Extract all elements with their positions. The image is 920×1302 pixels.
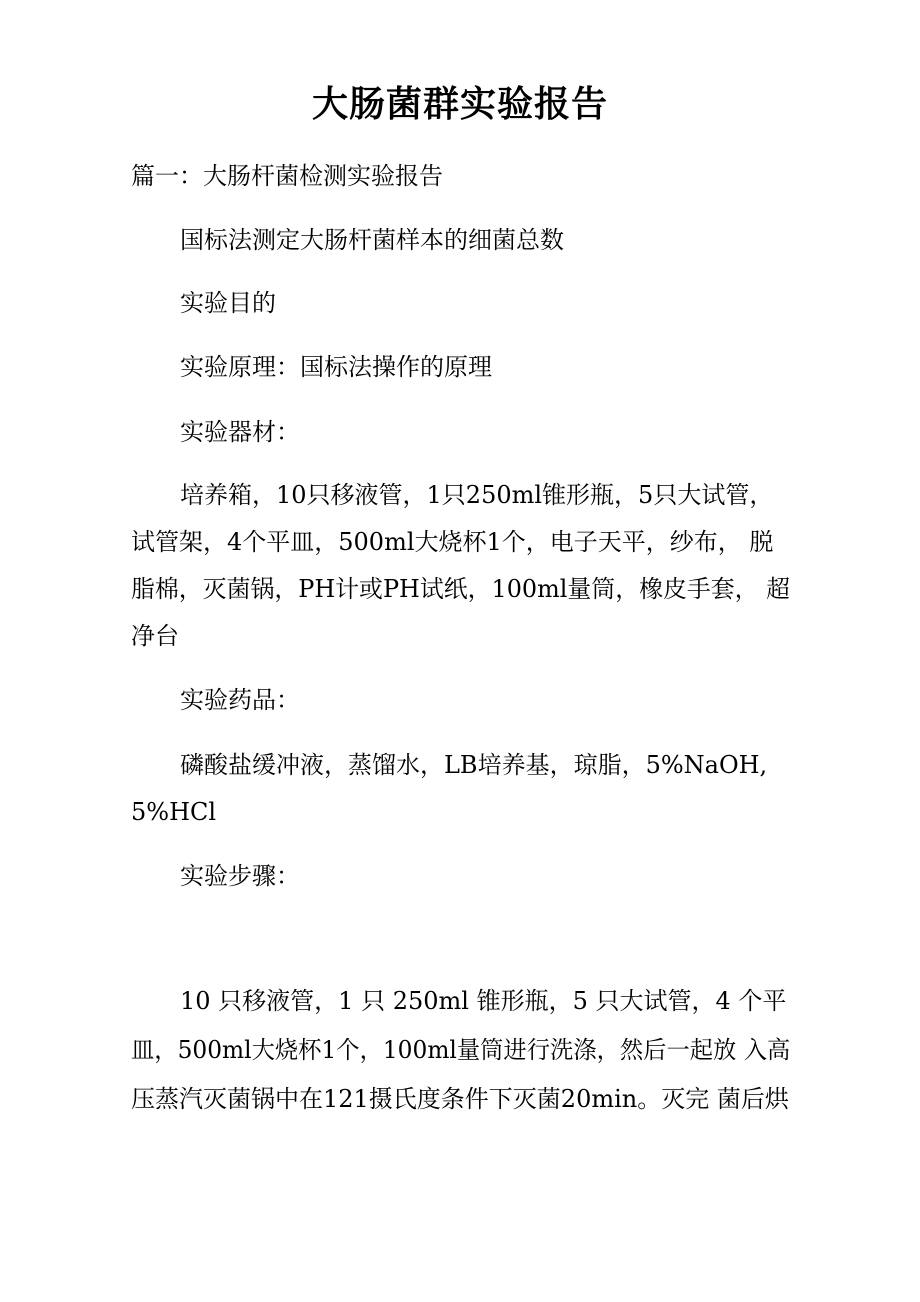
reagents-line-1: 磷酸盐缓冲液，蒸馏水，LB培养基，琼脂，5%NaOH,	[180, 751, 768, 779]
heading-principle: 实验原理：国标法操作的原理	[180, 353, 492, 381]
equipment-line-2: 试管架，4个平皿，500ml大烧杯1个，电子天平，纱布， 脱	[131, 528, 774, 556]
heading-purpose: 实验目的	[180, 289, 276, 317]
document-title: 大肠菌群实验报告	[311, 83, 608, 125]
heading-procedure: 实验步骤：	[180, 862, 300, 890]
procedure-line-3: 压蒸汽灭菌锅中在121摄氏度条件下灭菌20min。灭完 菌后烘	[131, 1085, 789, 1113]
equipment-line-1: 培养箱，10只移液管，1只250ml锥形瓶，5只大试管，	[180, 481, 774, 509]
reagents-line-2: 5%HCl	[131, 798, 217, 826]
procedure-line-1: 10 只移液管，1 只 250ml 锥形瓶，5 只大试管，4 个平	[180, 987, 787, 1015]
section-heading: 篇一：大肠杆菌检测实验报告	[131, 162, 443, 190]
procedure-line-2: 皿，500ml大烧杯1个，100ml量筒进行洗涤，然后一起放 入高	[131, 1036, 791, 1064]
paragraph-subtitle: 国标法测定大肠杆菌样本的细菌总数	[180, 226, 564, 254]
equipment-line-4: 净台	[131, 622, 179, 650]
heading-reagents: 实验药品：	[180, 686, 300, 714]
heading-equipment: 实验器材：	[180, 418, 300, 446]
equipment-line-3: 脂棉，灭菌锅，PH计或PH试纸，100ml量筒，橡皮手套， 超	[131, 575, 791, 603]
